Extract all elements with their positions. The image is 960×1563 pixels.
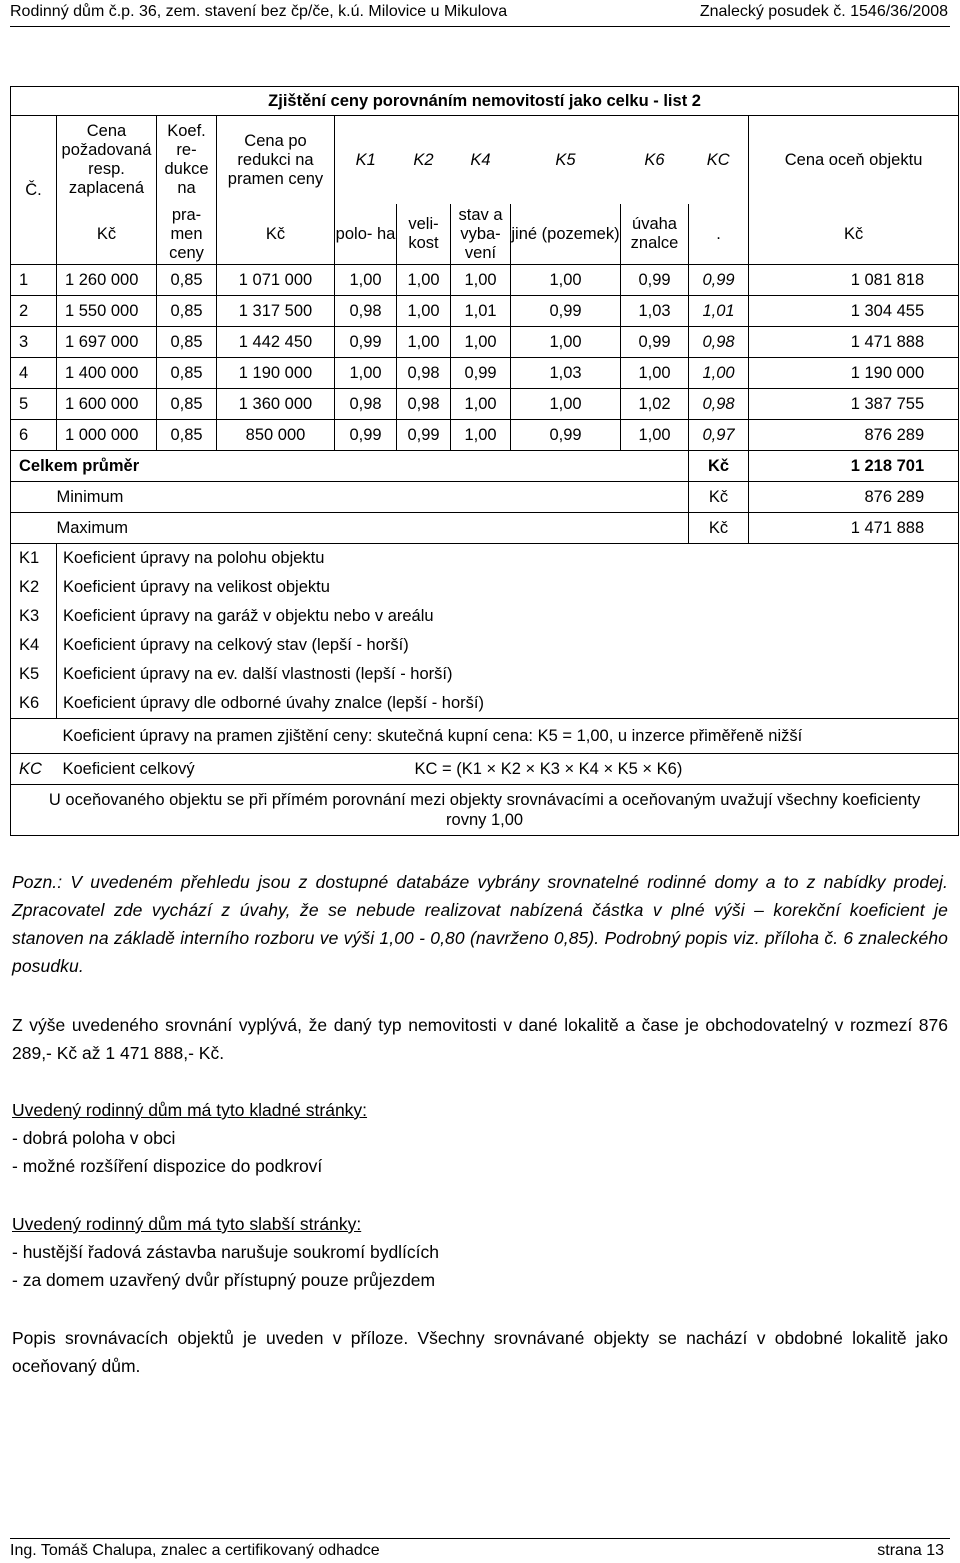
strengths-block: [12, 1096, 948, 1180]
minimum-row: [11, 482, 959, 513]
kc-sub: .: [689, 204, 749, 265]
list-item: - hustější řadová zástavba narušuje soukromí bydlících: [12, 1242, 440, 1262]
kc-row: [11, 754, 959, 785]
kc-label: Koeficient celkový: [57, 754, 397, 785]
col-number-header: Č.: [11, 116, 57, 265]
k4-sub: stav a vyba- vení: [451, 204, 511, 265]
table-row: 4 1 400 000 0,85 1 190 000 1,00 0,98 0,99 1,03 1,00 1,00 1 190 000: [11, 358, 959, 389]
maximum-value: 1 471 888: [749, 513, 959, 544]
reduced-price-unit: Kč: [217, 204, 335, 265]
page-footer: [10, 1538, 950, 1560]
average-value: 1 218 701: [749, 451, 959, 482]
k6-sub: úvaha znalce: [621, 204, 689, 265]
k2-sub: veli- kost: [397, 204, 451, 265]
average-label: Celkem průměr: [11, 451, 689, 482]
minimum-value: 876 289: [749, 482, 959, 513]
legend-row: K3 Koeficient úpravy na garáž v objektu nebo v areálu: [11, 602, 959, 631]
maximum-row: [11, 513, 959, 544]
col-k6-header: K6: [621, 116, 689, 205]
k5-sub: jiné (pozemek): [511, 204, 621, 265]
minimum-unit: Kč: [689, 482, 749, 513]
final-note-row: [11, 785, 959, 836]
comparison-table: [10, 86, 959, 836]
conclusion-paragraph: Z výše uvedeného srovnání vyplývá, že daný typ nemovitosti v dané lokalitě a čase je obchodovatelný v rozmezí 876 289,- Kč až 1 471 888,- Kč.: [12, 1015, 948, 1063]
average-unit: Kč: [689, 451, 749, 482]
col-price-header: Cena požadovaná resp. zaplacená: [57, 116, 157, 205]
source-note: Koeficient úpravy na pramen zjištění ceny: skutečná kupní cena: K5 = 1,00, u inzerce přiměřeně nižší: [57, 719, 959, 754]
table-row: 2 1 550 000 0,85 1 317 500 0,98 1,00 1,01 0,99 1,03 1,01 1 304 455: [11, 296, 959, 327]
closing-paragraph: Popis srovnávacích objektů je uveden v příloze. Všechny srovnávané objekty se nachází v obdobné lokalitě jako oceňovaný dům.: [12, 1328, 948, 1376]
col-reduction-header: Koef. re- dukce na: [157, 116, 217, 205]
reduction-sub: pra- men ceny: [157, 204, 217, 265]
legend-row: K4 Koeficient úpravy na celkový stav (lepší - horší): [11, 631, 959, 660]
table-row: 5 1 600 000 0,85 1 360 000 0,98 0,98 1,00 1,00 1,02 0,98 1 387 755: [11, 389, 959, 420]
weaknesses-block: [12, 1210, 948, 1294]
col-value-header: Cena oceň objektu: [749, 116, 959, 205]
list-item: - dobrá poloha v obci: [12, 1128, 176, 1148]
average-row: [11, 451, 959, 482]
table-row: 3 1 697 000 0,85 1 442 450 0,99 1,00 1,00 1,00 0,99 0,98 1 471 888: [11, 327, 959, 358]
strengths-title: Uvedený rodinný dům má tyto kladné stránky:: [12, 1100, 368, 1120]
footer-left: Ing. Tomáš Chalupa, znalec a certifikovaný odhadce: [10, 1542, 380, 1559]
table-row: 1 1 260 000 0,85 1 071 000 1,00 1,00 1,00 1,00 0,99 0,99 1 081 818: [11, 265, 959, 296]
col-reduced-price-header: Cena po redukci na pramen ceny: [217, 116, 335, 205]
list-item: - možné rozšíření dispozice do podkroví: [12, 1156, 323, 1176]
table-row: 6 1 000 000 0,85 850 000 0,99 0,99 1,00 0,99 1,00 0,97 876 289: [11, 420, 959, 451]
page-number: strana 13: [877, 1542, 944, 1559]
table-title: Zjištění ceny porovnáním nemovitostí jako celku - list 2: [11, 87, 959, 116]
page-header: [10, 2, 950, 27]
kc-formula: KC = (K1 × K2 × K3 × K4 × K5 × K6): [397, 754, 959, 785]
k1-sub: polo- ha: [335, 204, 397, 265]
legend-row: K2 Koeficient úpravy na velikost objektu: [11, 573, 959, 602]
price-unit: Kč: [57, 204, 157, 265]
legend-row: K5 Koeficient úpravy na ev. další vlastnosti (lepší - horší): [11, 660, 959, 689]
legend-row: K6 Koeficient úpravy dle odborné úvahy znalce (lepší - horší): [11, 689, 959, 719]
table-title-row: [11, 87, 959, 116]
weaknesses-title: Uvedený rodinný dům má tyto slabší stránky:: [12, 1214, 362, 1234]
legend-row: K1 Koeficient úpravy na polohu objektu: [11, 544, 959, 574]
col-k1-header: K1: [335, 116, 397, 205]
col-kc-header: KC: [689, 116, 749, 205]
maximum-unit: Kč: [689, 513, 749, 544]
header-left: Rodinný dům č.p. 36, zem. stavení bez čp/če, k.ú. Milovice u Mikulova: [10, 3, 508, 20]
value-unit: Kč: [749, 204, 959, 265]
col-k5-header: K5: [511, 116, 621, 205]
minimum-label: Minimum: [57, 482, 689, 513]
note-paragraph: Pozn.: V uvedeném přehledu jsou z dostupné databáze vybrány srovnatelné rodinné domy a to z nabídky prodej. Zpracovatel zde vychází z úvahy, že se nebude realizovat nabízená částka v plné výši – korekční koeficient je stanoven na základě interního rozboru ve výši 1,00 - 0,80 (navrženo 0,85). Podrobný popis viz. příloha č. 6 znaleckého posudku.: [12, 872, 948, 976]
kc-code: KC: [11, 754, 57, 785]
list-item: - za domem uzavřený dvůr přístupný pouze průjezdem: [12, 1270, 436, 1290]
col-k2-header: K2: [397, 116, 451, 205]
maximum-label: Maximum: [57, 513, 689, 544]
final-note: U oceňovaného objektu se při přímém porovnání mezi objekty srovnávacími a oceňovaným uvažují všechny koeficienty rovny 1,00: [11, 785, 959, 836]
header-right: Znalecký posudek č. 1546/36/2008: [699, 3, 948, 20]
col-k4-header: K4: [451, 116, 511, 205]
source-note-row: [11, 719, 959, 754]
